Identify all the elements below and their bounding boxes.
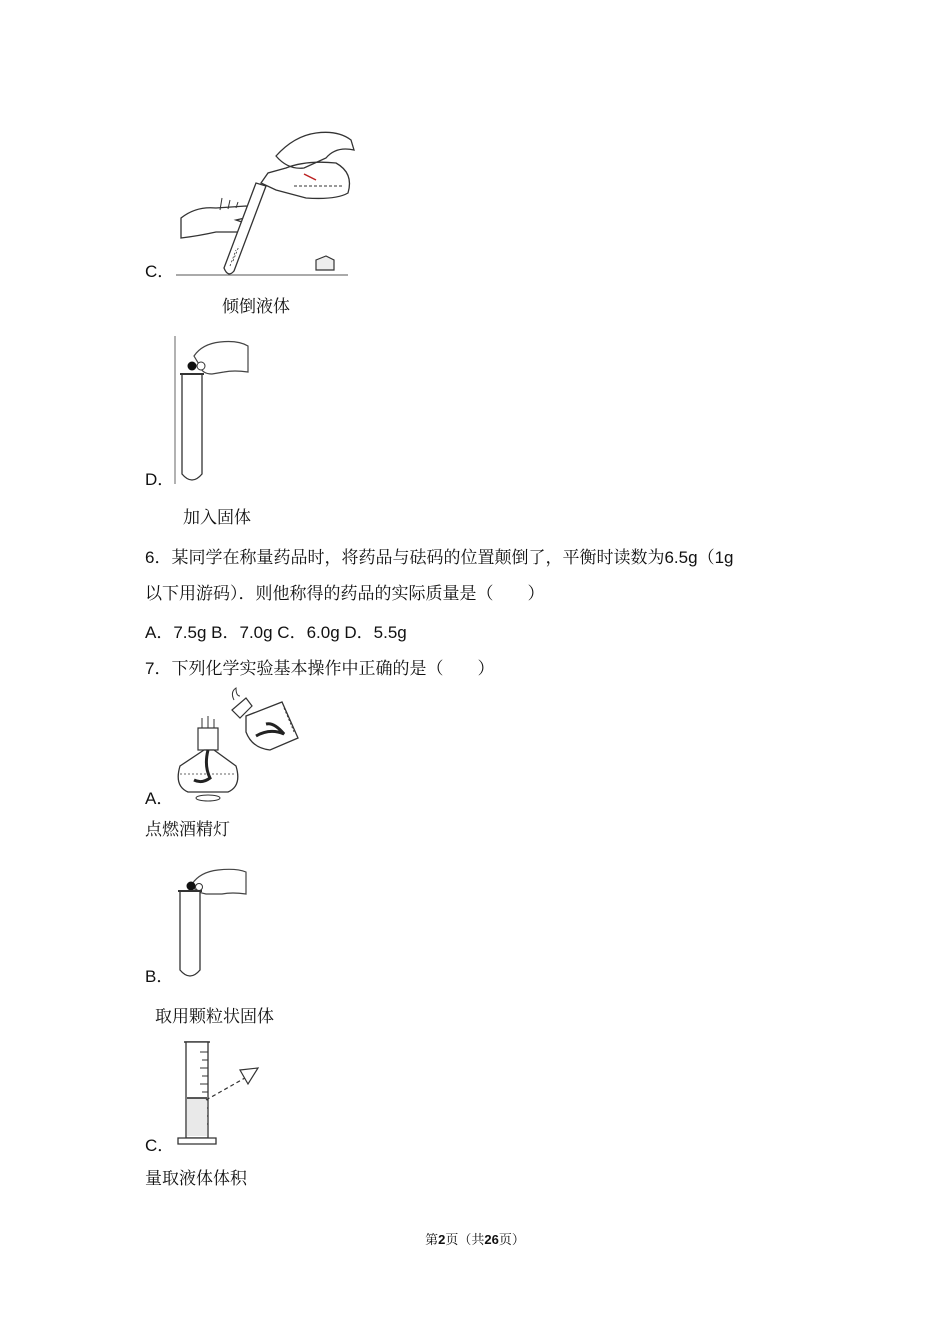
q7-number: 7．: [145, 659, 172, 678]
footer-total-pages: 26: [484, 1232, 499, 1247]
q7-option-c-caption: 量取液体体积: [145, 1169, 247, 1189]
q7-option-c-letter: C．: [145, 1136, 175, 1155]
q6-value-1: 6.5g: [664, 548, 698, 567]
q6-stem-text-1: 某同学在称量药品时，将药品与砝码的位置颠倒了，平衡时读数为: [171, 548, 665, 568]
q7-stem-text: 下列化学实验基本操作中正确的是（ ）: [171, 659, 495, 679]
q7-option-b-caption: 取用颗粒状固体: [155, 1007, 274, 1027]
q5-option-d-letter: D．: [145, 470, 175, 489]
alcohol-lamp-figure: [174, 688, 304, 806]
footer-post: 页）: [498, 1233, 525, 1248]
pour-liquid-figure: [176, 128, 356, 278]
page-footer: [0, 1229, 950, 1248]
footer-page-number: 2: [438, 1232, 446, 1247]
graduated-cylinder-figure: [176, 1040, 266, 1148]
q7-option-a-letter: A．: [145, 789, 174, 808]
q5-option-c-caption: 倾倒液体: [222, 297, 290, 317]
q6-value-2: 1g: [714, 548, 734, 567]
q6-open-paren: （: [697, 548, 715, 568]
q7-option-b-letter: B．: [145, 967, 174, 986]
q7-option-a-caption: 点燃酒精灯: [145, 820, 230, 840]
q5-option-c-letter: C．: [145, 262, 175, 281]
q5-option-d-caption: 加入固体: [183, 508, 251, 528]
q7-stem: [145, 660, 494, 678]
q6-options: A．7.5g B．7.0g C．6.0g D．5.5g: [145, 623, 407, 642]
q6-stem-line-2: 以下用游码）．则他称得的药品的实际质量是（ ）: [145, 584, 545, 604]
add-solid-figure: [172, 336, 252, 486]
granular-solid-figure: [172, 866, 252, 984]
q6-stem-line-1: [145, 549, 733, 567]
footer-pre: 第: [425, 1233, 439, 1248]
q6-number: 6．: [145, 548, 172, 567]
footer-mid: 页（共: [445, 1233, 485, 1248]
